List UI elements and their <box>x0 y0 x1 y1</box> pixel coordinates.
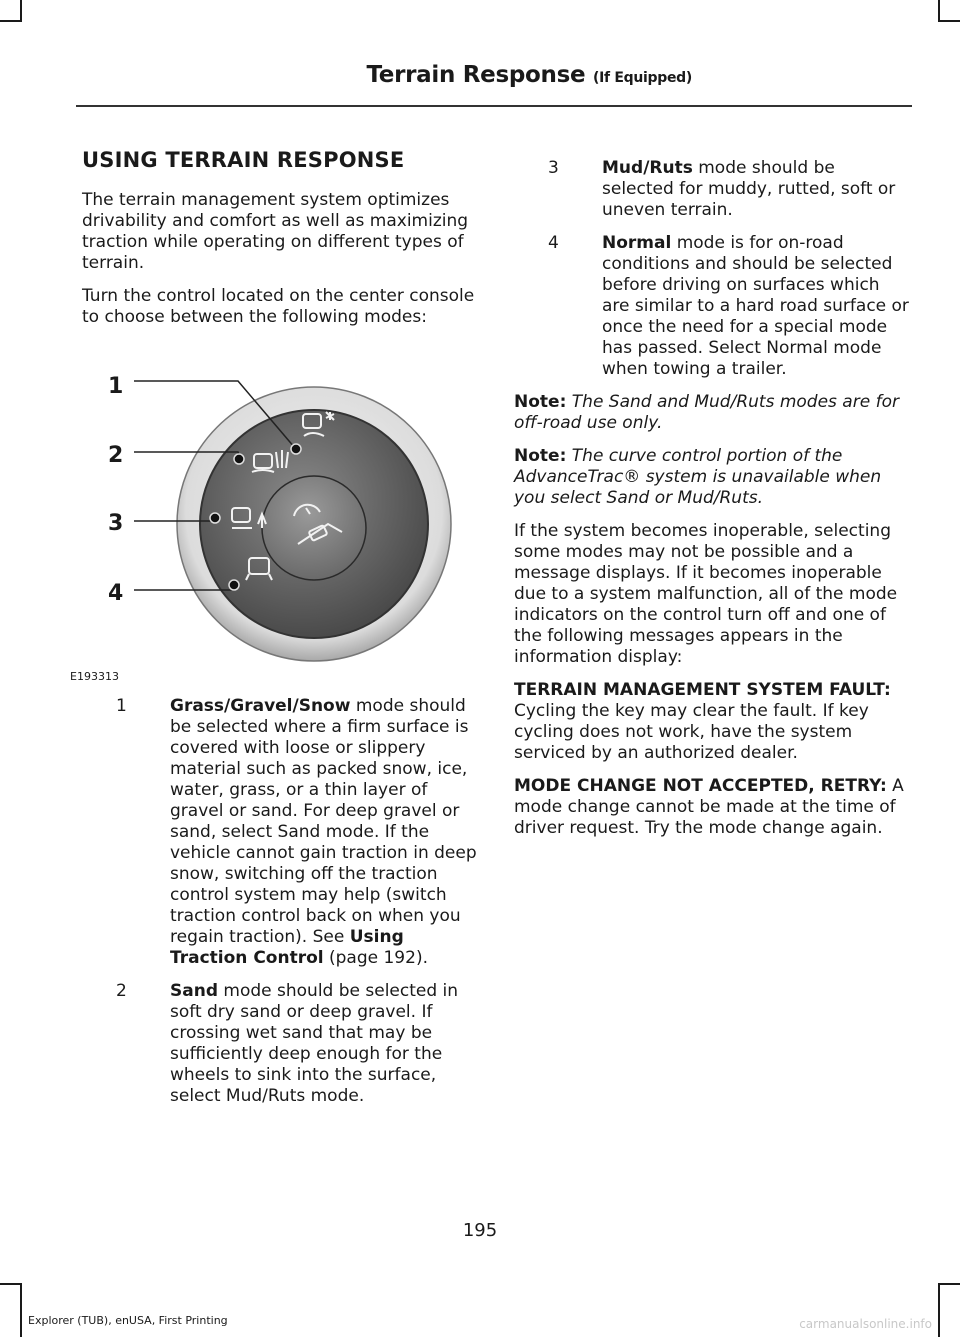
mode-term: Sand <box>170 981 218 1001</box>
crop-mark <box>938 1283 960 1285</box>
note-label: Note: <box>514 446 567 466</box>
mode-item-1 <box>82 696 477 969</box>
mode-description: mode should be selected where a firm surface is covered with loose or slippery material such as packed snow, ice, water, grass, or a thin layer of gravel or sand. For deep gravel or sand, select Sand mode. If the vehicle cannot gain traction in deep snow, switching off the traction control system may help (switch traction control back on when you regain traction). See <box>170 696 477 947</box>
note-text: The curve control portion of the AdvanceTrac® system is unavailable when you select Sand or Mud/Ruts. <box>514 446 882 508</box>
crop-mark <box>938 1283 940 1337</box>
instruction-paragraph: Turn the control located on the center console to choose between the following modes: <box>82 286 475 327</box>
terrain-control-figure <box>70 348 462 688</box>
callout-3: 3 <box>108 511 124 536</box>
callout-4: 4 <box>108 581 124 606</box>
header-title: Terrain Response <box>366 62 586 88</box>
message-text: Cycling the key may clear the fault. If key cycling does not work, have the system serviced by an authorized dealer. <box>514 701 869 763</box>
footer-edition: Explorer (TUB), enUSA, First Printing <box>28 1314 228 1327</box>
mode-number: 3 <box>548 158 559 178</box>
message-2 <box>514 776 910 839</box>
callout-2: 2 <box>108 443 124 468</box>
message-1 <box>514 680 910 764</box>
page-number: 195 <box>462 1220 498 1241</box>
intro-paragraph: The terrain management system optimizes drivability and comfort as well as maximizing traction while operating on different types of terrain. <box>82 190 469 273</box>
note-2 <box>514 446 910 509</box>
crop-mark <box>20 0 22 22</box>
mode-term: Grass/Gravel/Snow <box>170 696 351 716</box>
crop-mark <box>938 20 960 22</box>
mode-item-3 <box>514 158 910 221</box>
inoperable-paragraph: If the system becomes inoperable, selecting some modes may not be possible and a message displays. If it becomes inoperable due to a system malfunction, all of the mode indicators on the control turn off and one of the following messages appears in the information display: <box>514 521 898 667</box>
note-label: Note: <box>514 392 567 412</box>
crop-mark <box>0 20 22 22</box>
left-column <box>70 148 477 1119</box>
watermark: carmanualsonline.info <box>799 1317 932 1331</box>
running-header <box>366 62 692 88</box>
mode-description: mode is for on-road conditions and should be selected before driving on surfaces which are similar to a hard road surface or once the need for a special mode has passed. Select Normal mode when towing a trailer. <box>602 233 909 379</box>
crop-mark <box>938 0 940 22</box>
note-1 <box>514 392 910 434</box>
terrain-knob-illustration <box>82 348 462 668</box>
note-text: The Sand and Mud/Ruts modes are for off-road use only. <box>514 392 899 433</box>
mode-description: mode should be selected in soft dry sand or deep gravel. If crossing wet sand that may be sufficiently deep enough for the wheels to sink into the surface, select Mud/Ruts mode. <box>170 981 459 1106</box>
mode-number: 2 <box>116 981 127 1001</box>
mode-term: Mud/Ruts <box>602 158 693 178</box>
mode-term: Normal <box>602 233 672 253</box>
mode-item-4 <box>514 233 910 380</box>
right-column <box>514 158 910 851</box>
section-title: USING TERRAIN RESPONSE <box>82 148 405 172</box>
crop-mark <box>0 1283 22 1285</box>
mode-number: 1 <box>116 696 127 716</box>
crop-mark <box>20 1283 22 1337</box>
mode-item-2 <box>82 981 477 1107</box>
message-heading: MODE CHANGE NOT ACCEPTED, RETRY: <box>514 776 887 796</box>
header-suffix: (If Equipped) <box>593 70 692 86</box>
message-text: A mode change cannot be made at the time of driver request. Try the mode change again. <box>514 776 904 838</box>
page-reference: (page 192). <box>323 948 428 968</box>
message-heading: TERRAIN MANAGEMENT SYSTEM FAULT: <box>514 680 891 700</box>
header-rule <box>76 105 912 107</box>
cross-reference-link[interactable]: Using Traction Control <box>170 927 404 968</box>
mode-number: 4 <box>548 233 559 253</box>
callout-1: 1 <box>108 374 124 399</box>
figure-code: E193313 <box>70 670 119 683</box>
mode-description: mode should be selected for muddy, rutted, soft or uneven terrain. <box>602 158 896 220</box>
